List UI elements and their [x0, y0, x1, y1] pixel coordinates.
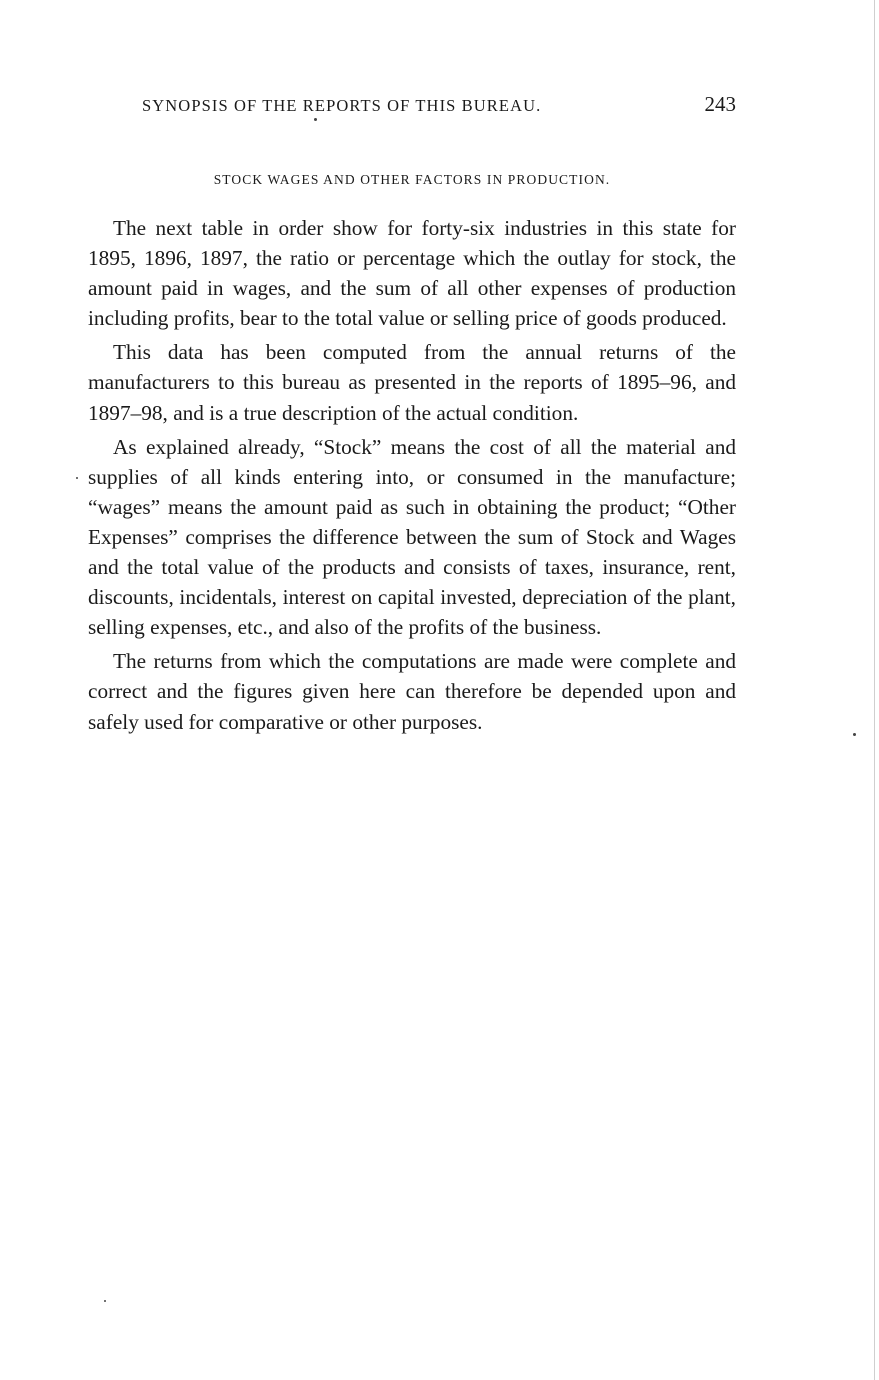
page-number: 243 — [704, 92, 736, 116]
section-heading: STOCK WAGES AND OTHER FACTORS IN PRODUCTION. — [213, 172, 611, 187]
print-speck — [314, 118, 317, 121]
print-speck — [76, 477, 78, 479]
print-speck — [853, 733, 856, 736]
paragraph-1: The next table in order show for forty-six industries in this state for 1895, 1896, 1897, the ratio or percentage which the outlay for stock, the amount paid in wages, and the sum of all other expenses of production including profits, bear to the total value or selling price of goods produced. — [88, 216, 736, 331]
paragraph-2: This data has been computed from the annual returns of the manufacturers to this bureau as presented in the reports of 1895–96, and 1897–98, and is a true description of the actual condition. — [88, 340, 736, 425]
running-title: SYNOPSIS OF THE REPORTS OF THIS BUREAU. — [142, 96, 542, 115]
paragraph-4: The returns from which the computations are made were complete and correct and the figures given here can therefore be depended upon and safely used for comparative or other purposes. — [88, 649, 736, 734]
body-text — [88, 213, 736, 741]
paragraph-3: As explained already, “Stock” means the cost of all the material and supplies of all kinds entering into, or consumed in the manufacture; “wages” means the amount paid as such in obtaining the product; “Other Expenses” comprises the difference between the sum of Stock and Wages and the total value of the products and consists of taxes, insurance, rent, discounts, incidentals, interest on capital invested, depreciation of the plant, selling expenses, etc., and also of the profits of the business. — [88, 434, 736, 640]
page-edge-line — [874, 0, 875, 1380]
print-speck — [104, 1300, 106, 1302]
running-header — [88, 94, 736, 120]
